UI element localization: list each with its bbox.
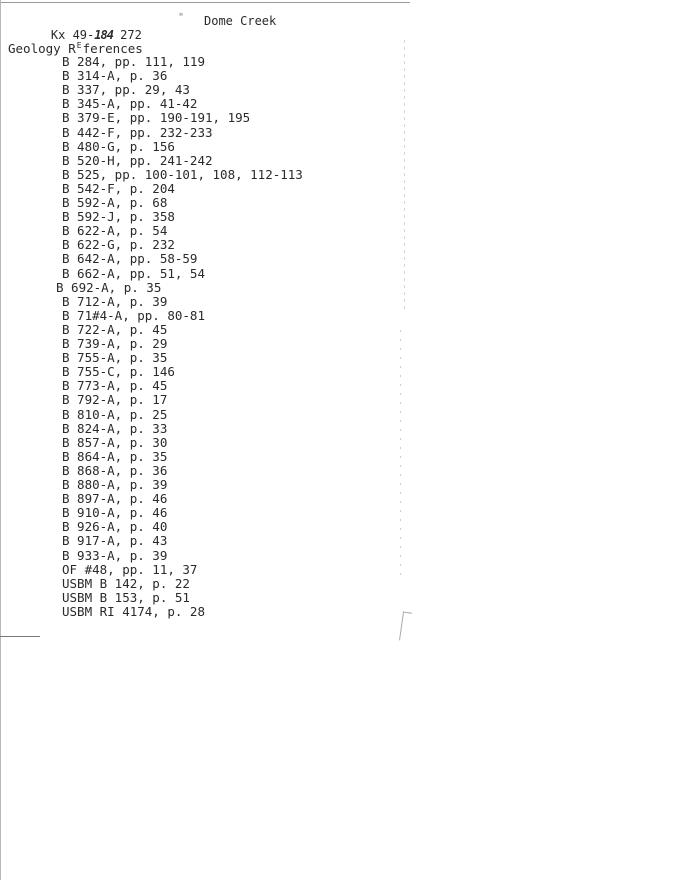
reference-item: B 337, pp. 29, 43 [62, 82, 190, 97]
reference-item: B 926-A, p. 40 [62, 519, 168, 534]
reference-item: B 314-A, p. 36 [62, 68, 168, 83]
paper-fold-line-lower [400, 330, 401, 580]
scan-edge-left [0, 0, 1, 880]
reference-item: USBM B 153, p. 51 [62, 590, 190, 605]
reference-item: B 792-A, p. 17 [62, 392, 168, 407]
reference-item: B 662-A, pp. 51, 54 [62, 266, 205, 281]
reference-item: B 480-G, p. 156 [62, 139, 175, 154]
reference-item: B 810-A, p. 25 [62, 407, 168, 422]
reference-item: B 917-A, p. 43 [62, 533, 168, 548]
reference-item: B 379-E, pp. 190-191, 195 [62, 110, 251, 125]
reference-item: B 442-F, pp. 232-233 [62, 125, 213, 140]
reference-item: B 857-A, p. 30 [62, 435, 168, 450]
reference-item: OF #48, pp. 11, 37 [62, 562, 198, 577]
reference-item: B 722-A, p. 45 [62, 322, 168, 337]
reference-item: B 880-A, p. 39 [62, 477, 168, 492]
reference-item: B 755-C, p. 146 [62, 364, 175, 379]
reference-item: B 622-A, p. 54 [62, 223, 168, 238]
reference-item: B 542-F, p. 204 [62, 181, 175, 196]
reference-item: B 755-A, p. 35 [62, 350, 168, 365]
location-name: Dome Creek [204, 14, 277, 28]
reference-item: B 592-J, p. 358 [62, 209, 175, 224]
reference-item: B 739-A, p. 29 [62, 336, 168, 351]
card-id-prefix: Kx 49- [50, 28, 95, 42]
reference-item: B 692-A, p. 35 [56, 280, 162, 295]
reference-item: B 525, pp. 100-101, 108, 112-113 [62, 167, 303, 182]
section-title-end: ferences [82, 41, 143, 56]
reference-item: B 897-A, p. 46 [62, 491, 168, 506]
card-id-struck: 184 [94, 28, 113, 42]
section-title-start: Geology R [8, 41, 76, 56]
reference-item: B 910-A, p. 46 [62, 505, 168, 520]
reference-item: B 71#4-A, pp. 80-81 [62, 308, 205, 323]
reference-item: B 592-A, p. 68 [62, 195, 168, 210]
reference-item: B 622-G, p. 232 [62, 237, 175, 252]
section-title-superscript: E [76, 41, 82, 50]
reference-item: USBM B 142, p. 22 [62, 576, 190, 591]
scan-edge-bottom [0, 636, 40, 637]
reference-item: B 868-A, p. 36 [62, 463, 168, 478]
card-id-suffix: 272 [112, 28, 142, 42]
reference-item: B 933-A, p. 39 [62, 548, 168, 563]
reference-item: B 520-H, pp. 241-242 [62, 153, 213, 168]
stray-mark: " [178, 12, 185, 23]
reference-item: B 284, pp. 111, 119 [62, 54, 205, 69]
reference-item: USBM RI 4174, p. 28 [62, 604, 205, 619]
scan-mark [399, 612, 412, 642]
reference-item: B 345-A, pp. 41-42 [62, 96, 198, 111]
reference-item: B 824-A, p. 33 [62, 421, 168, 436]
reference-item: B 712-A, p. 39 [62, 294, 168, 309]
reference-item: B 773-A, p. 45 [62, 378, 168, 393]
reference-item: B 864-A, p. 35 [62, 449, 168, 464]
scan-edge-top [0, 2, 410, 3]
reference-item: B 642-A, pp. 58-59 [62, 251, 198, 266]
paper-fold-line [404, 40, 405, 310]
